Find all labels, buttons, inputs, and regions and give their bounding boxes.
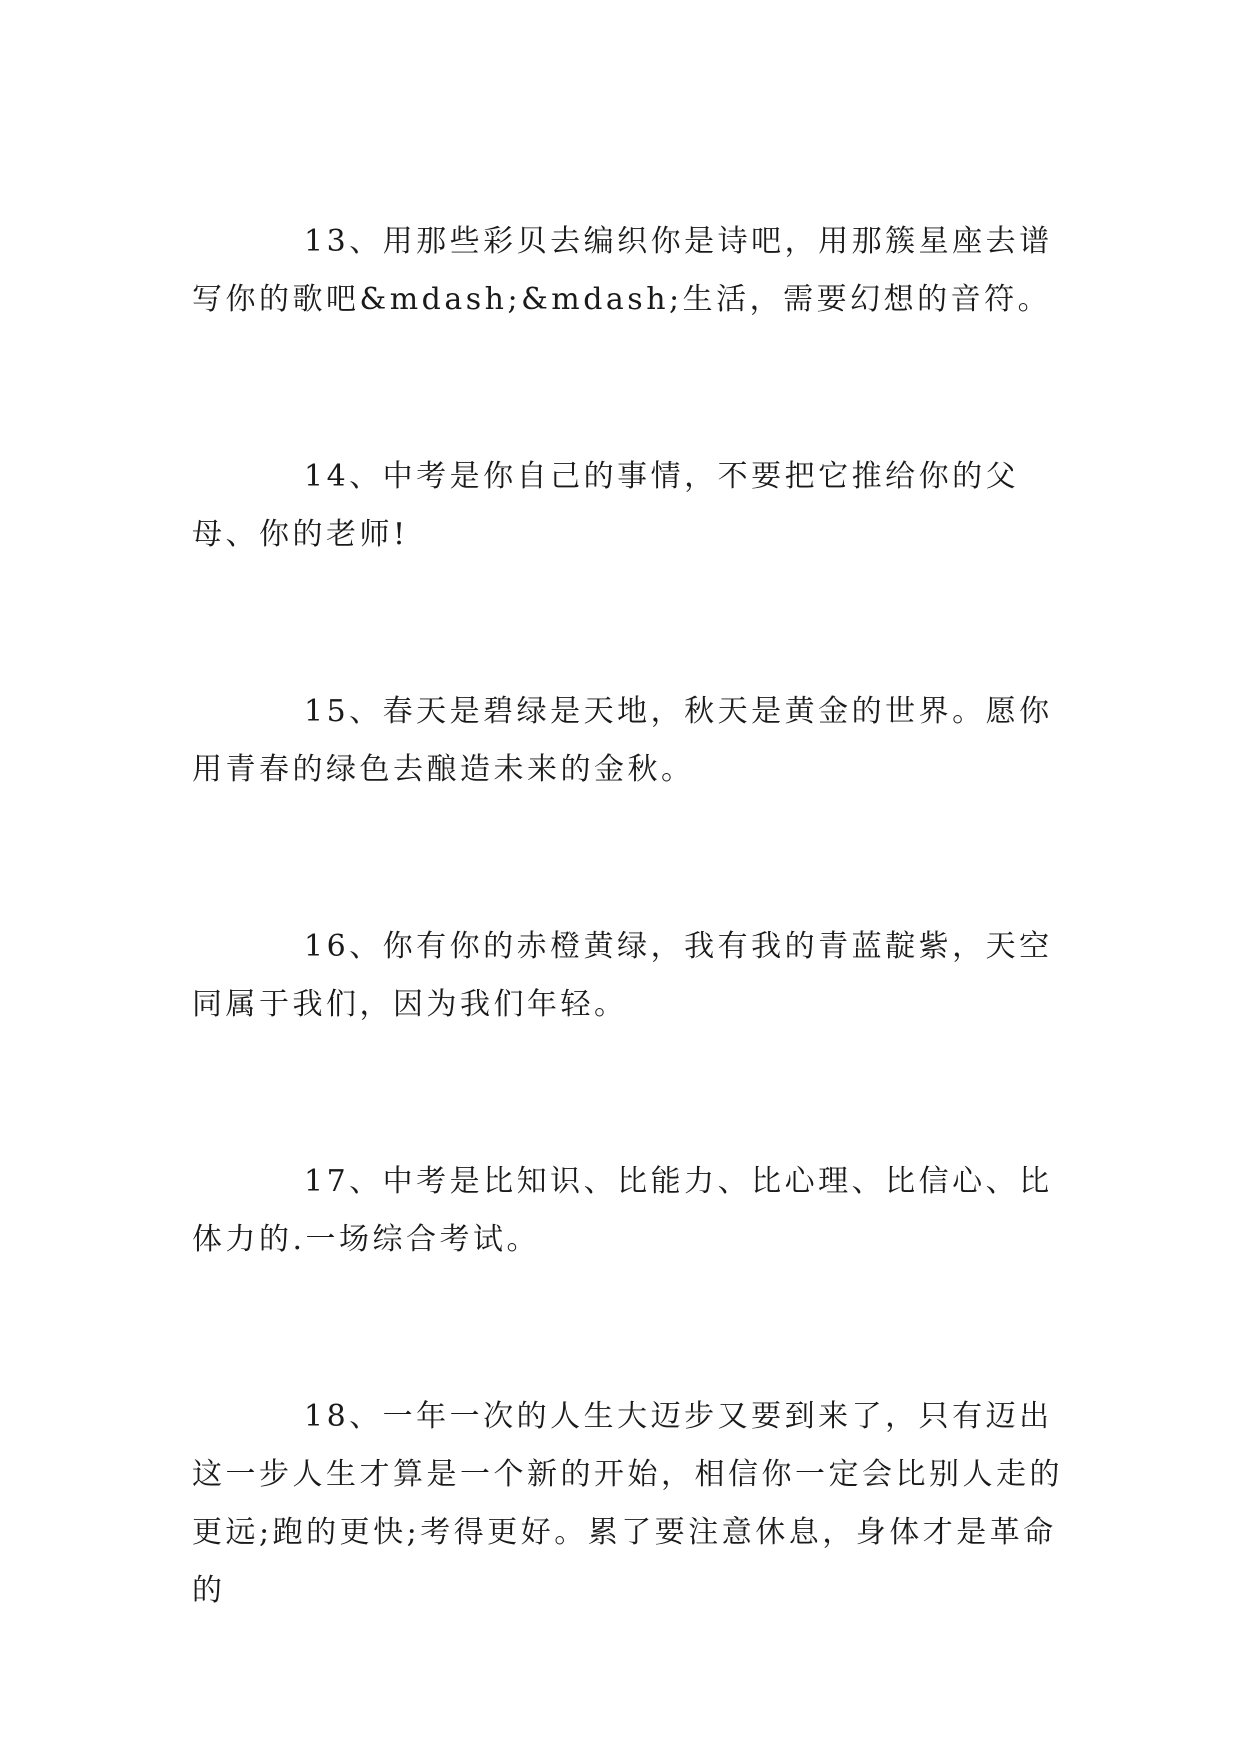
paragraph-15: 15、春天是碧绿是天地，秋天是黄金的世界。愿你用青春的绿色去酿造未来的金秋。 (192, 694, 1053, 787)
paragraph-17: 17、中考是比知识、比能力、比心理、比信心、比体力的.一场综合考试。 (192, 1164, 1053, 1257)
paragraph-13: 13、用那些彩贝去编织你是诗吧，用那簇星座去谱写你的歌吧&mdash;&mdash;生活，需要幻想的音符。 (192, 224, 1053, 317)
paragraph-16: 16、你有你的赤橙黄绿，我有我的青蓝靛紫，天空同属于我们，因为我们年轻。 (192, 929, 1053, 1022)
paragraph-18: 18、一年一次的人生大迈步又要到来了，只有迈出这一步人生才算是一个新的开始，相信你一定会比别人走的更远;跑的更快;考得更好。累了要注意休息，身体才是革命的 (192, 1399, 1063, 1608)
paragraph-14: 14、中考是你自己的事情，不要把它推给你的父母、你的老师! (192, 459, 1020, 552)
